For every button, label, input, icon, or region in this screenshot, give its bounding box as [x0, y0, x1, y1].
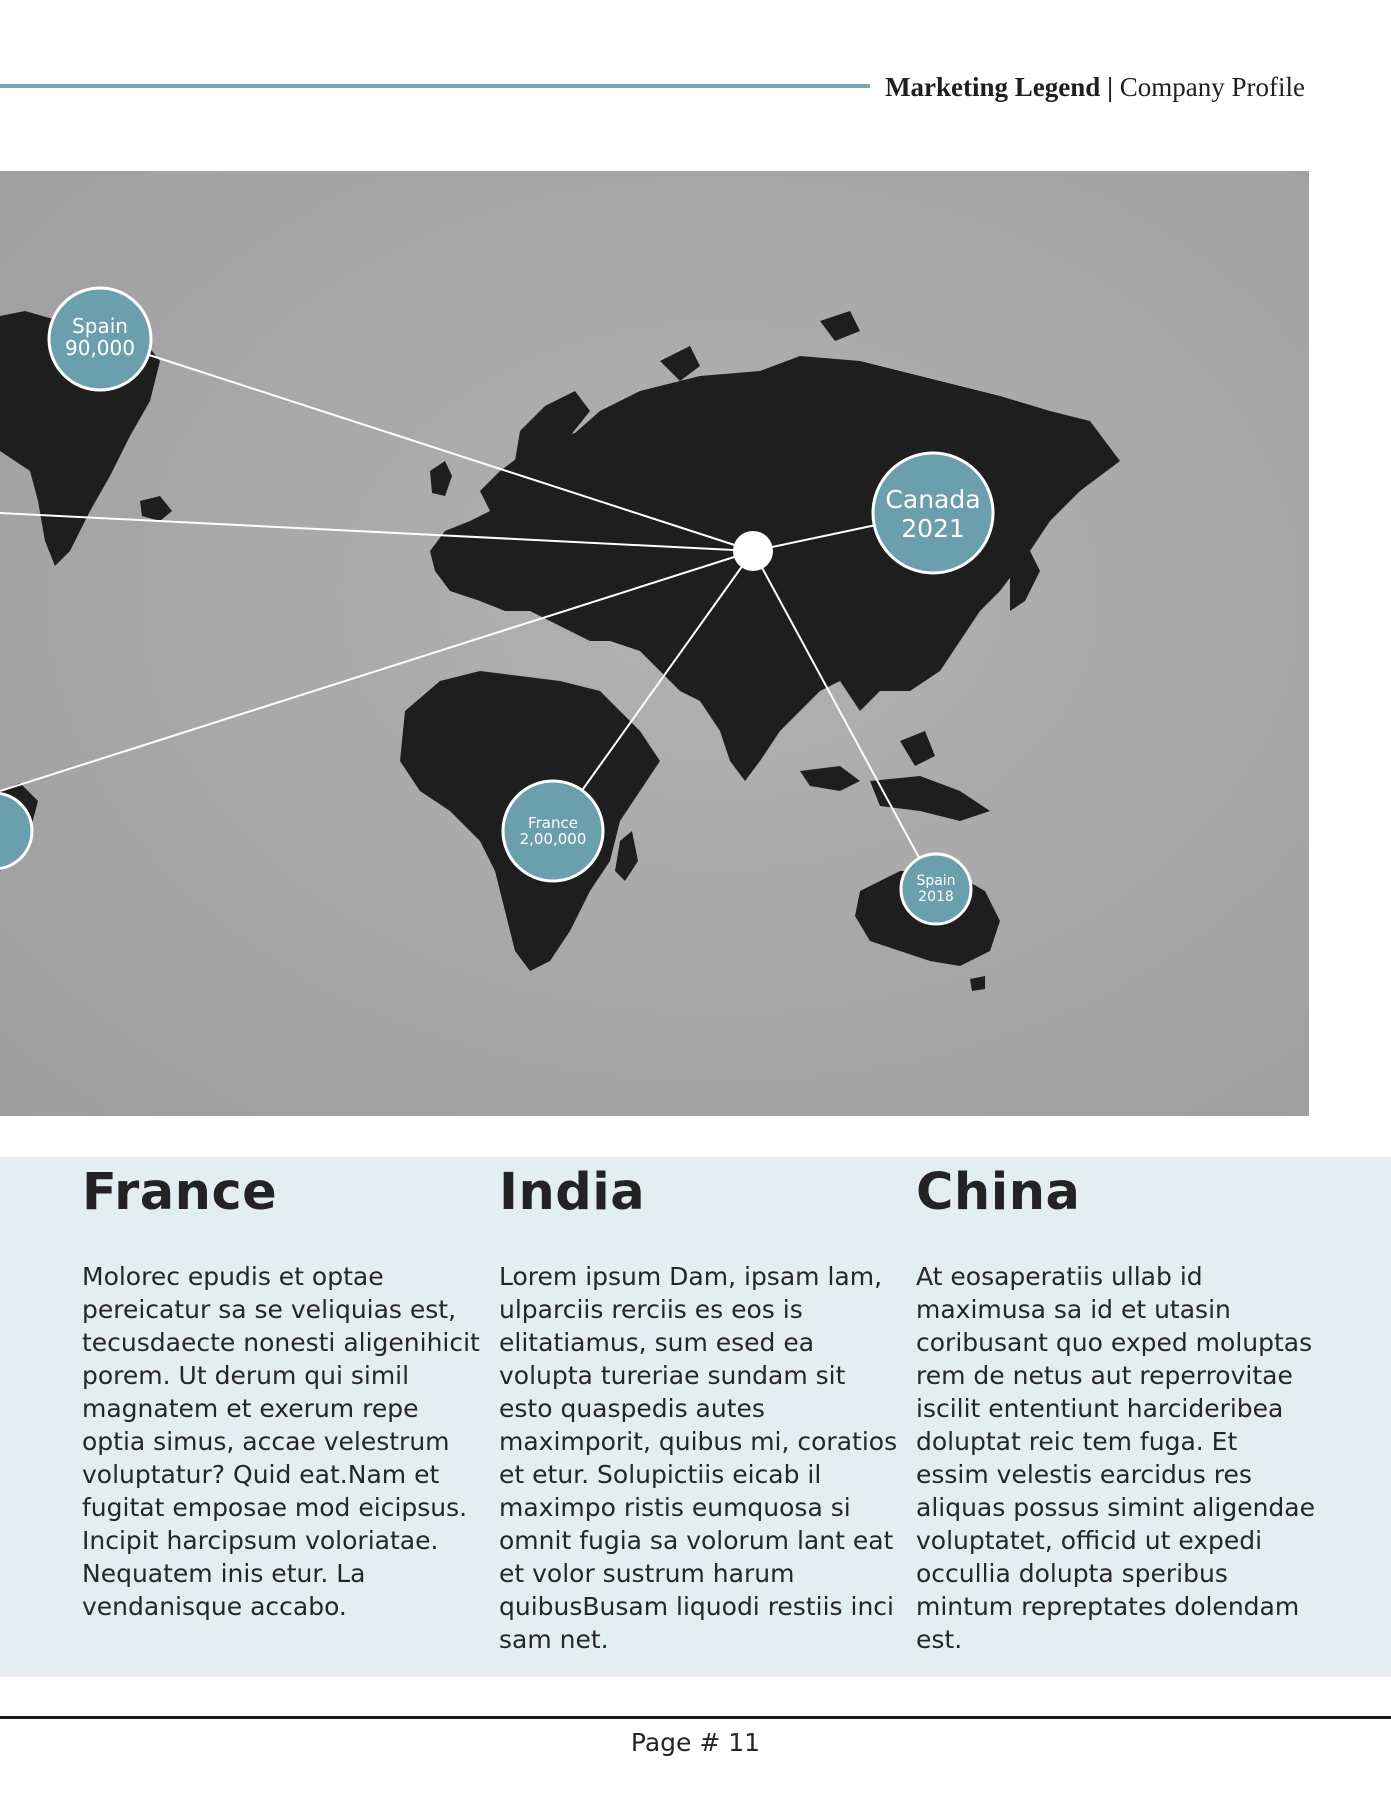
column-china [916, 1163, 1316, 1656]
marker-canada-2021 [873, 453, 993, 573]
marker-france-200000 [503, 781, 603, 881]
column-body: Lorem ipsum Dam, ipsam lam, ulparciis rerciis es eos is elitatiamus, sum esed ea volupta tureriae sundam sit esto quaspedis autes maximporit, quibus mi, coratios et etur. Solupictiis eicab il maximpo ristis eumquosa si omnit fugia sa volorum lant eat et volor sustrum harum quibusBusam liquodi restiis inci sam net. [499, 1262, 898, 1654]
marker-spain-90000 [49, 288, 151, 390]
world-map-icon [0, 171, 1309, 1116]
svg-text:2018: 2018 [918, 889, 954, 905]
svg-text:90,000: 90,000 [65, 336, 135, 360]
svg-text:2,00,000: 2,00,000 [519, 830, 587, 848]
header-separator: | [1107, 72, 1114, 102]
hub-point [733, 531, 773, 571]
column-heading: China [916, 1163, 1081, 1222]
svg-text:2021: 2021 [901, 514, 965, 543]
svg-text:France: France [528, 814, 578, 832]
svg-text:Canada: Canada [885, 485, 981, 514]
page-number: Page # 11 [630, 1728, 761, 1757]
world-map-panel [0, 171, 1309, 1116]
svg-text:Spain: Spain [916, 873, 956, 889]
marker-spain-2018 [901, 854, 971, 924]
footer-rule [0, 1716, 1391, 1719]
header-title [885, 72, 1305, 103]
column-france [82, 1163, 482, 1623]
column-body: At eosaperatiis ullab id maximusa sa id et utasin coribusant quo exped moluptas rem de netus aut reperrovitae iscilit ententiunt harcideribea doluptat reic tem fuga. Et essim velestis earcidus res aliquas possus simint aligendae voluptatet, officid ut expedi occullia dolupta speribus mintum repreptates dolendam est. [916, 1262, 1315, 1654]
header-brand: Marketing Legend [885, 72, 1101, 102]
column-body: Molorec epudis et optae pereicatur sa se veliquias est, tecusdaecte nonesti aligenihicit porem. Ut derum qui simil magnatem et exerum repe optia simus, accae velestrum voluptatur? Quid eat.Nam et fugitat emposae mod eicipsus. Incipit harcipsum voloriatae. Nequatem inis etur. La vendanisque accabo. [82, 1262, 480, 1621]
header-section: Company Profile [1119, 72, 1305, 102]
column-india [499, 1163, 899, 1656]
column-heading: France [82, 1163, 278, 1222]
column-heading: India [499, 1163, 646, 1222]
svg-text:Spain: Spain [72, 314, 128, 338]
header-rule [0, 84, 870, 88]
